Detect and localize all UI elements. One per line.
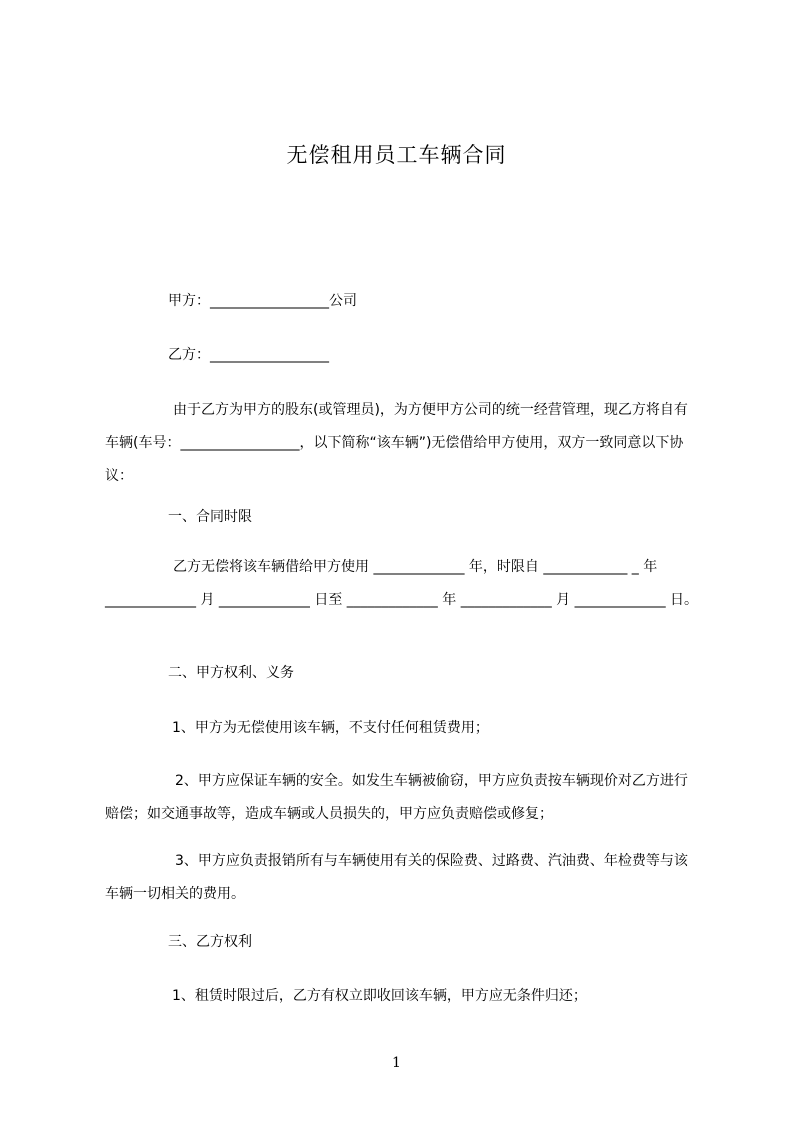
section-3-heading: 三、乙方权利 [168, 934, 252, 950]
section-2-item-1: 1、甲方为无偿使用该车辆，不支付任何租赁费用； [172, 720, 489, 736]
section-2-item-3: 3、甲方应负责报销所有与车辆使用有关的保险费、过路费、汽油费、年检费等与该车辆一切相关的费用。 [105, 853, 688, 902]
section-2-item-2: 2、甲方应保证车辆的安全。如发生车辆被偷窃，甲方应负责按车辆现价对乙方进行赔偿；如交通事故等，造成车辆或人员损失的，甲方应负责赔偿或修复； [105, 773, 688, 822]
section-2-heading: 二、甲方权利、义务 [168, 665, 294, 681]
section-1-body: 乙方无偿将该车辆借给甲方使用 _____________ 年，时限自 ____________ _ 年 _____________ 月 _____________ 日至 _____________ 年 _____________ 月 _____________ 日。 [105, 559, 699, 608]
contract-title: 无偿租用员工车辆合同 [286, 143, 507, 167]
intro-paragraph: 由于乙方为甲方的股东(或管理员)，为方便甲方公司的统一经营管理，现乙方将自有车辆(车号：_________________，以下简称“该车辆”)无偿借给甲方使用，双方一致同意以下协议： [105, 402, 688, 484]
party-b-line: 乙方：_________________ [168, 347, 329, 363]
page-number: 1 [392, 1055, 401, 1071]
party-a-line: 甲方：_________________公司 [168, 293, 357, 309]
section-3-item-1: 1、租赁时限过后，乙方有权立即收回该车辆，甲方应无条件归还； [172, 988, 587, 1004]
section-1-heading: 一、合同时限 [168, 509, 252, 525]
